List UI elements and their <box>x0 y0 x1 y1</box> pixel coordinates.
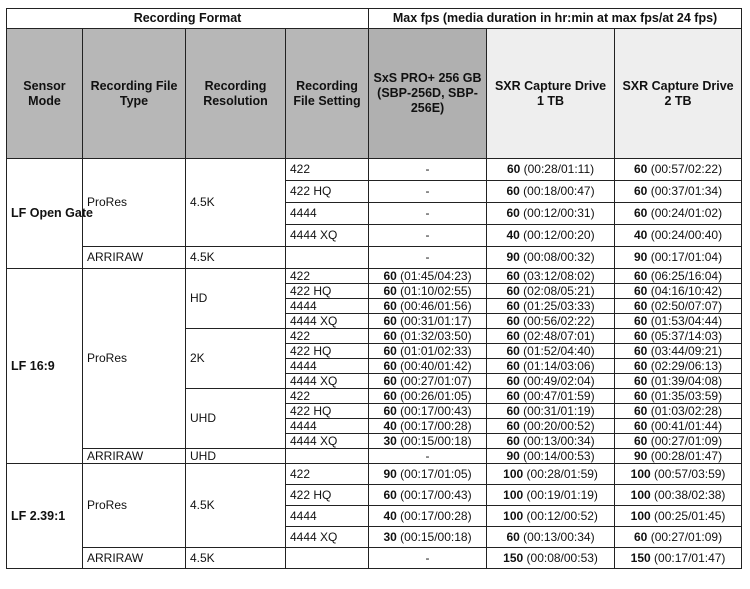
setting-cell <box>286 548 369 569</box>
sxs-cell <box>369 404 487 419</box>
sxr2-fps: 60 <box>634 388 648 403</box>
sxr2-cell <box>615 344 742 359</box>
sxr2-cell <box>615 225 742 247</box>
sxr1-cell <box>487 247 615 269</box>
sxr1-fps: 60 <box>506 268 520 283</box>
sxr1-duration: (00:19/01:19) <box>523 487 598 502</box>
sxs-cell <box>369 548 487 569</box>
sxr2-duration: (00:38/02:38) <box>650 487 726 502</box>
sxr2-cell <box>615 527 742 548</box>
sxr1-duration: (00:49/02:04) <box>519 373 595 388</box>
sxr1-duration: (01:14/03:06) <box>519 358 595 373</box>
sxr2-duration: (02:50/07:07) <box>647 298 723 313</box>
sxr1-fps: 60 <box>506 373 520 388</box>
sxs-fps: 30 <box>383 433 397 448</box>
resolution-cell: UHD <box>186 389 286 449</box>
sxr2-duration: (00:57/02:22) <box>647 162 723 176</box>
sxr2-fps: 60 <box>634 358 648 373</box>
setting-cell: 4444 <box>286 203 369 225</box>
col-sxr2: SXR Capture Drive 2 TB <box>615 29 742 159</box>
sxs-cell <box>369 464 487 485</box>
sxr2-cell <box>615 389 742 404</box>
sxr1-duration: (00:47/01:59) <box>519 388 595 403</box>
sxs-cell <box>369 359 487 374</box>
setting-cell: 4444 XQ <box>286 225 369 247</box>
sxr2-fps: 100 <box>630 487 651 502</box>
setting-cell <box>286 449 369 464</box>
sxs-duration: (00:17/00:43) <box>396 403 472 418</box>
sxr1-cell <box>487 314 615 329</box>
sxs-duration: (00:17/00:28) <box>396 508 472 523</box>
setting-cell: 4444 XQ <box>286 527 369 548</box>
file-type-cell: ProRes <box>83 159 186 247</box>
table-row <box>7 464 742 485</box>
sxr1-cell <box>487 404 615 419</box>
sxr2-cell <box>615 506 742 527</box>
sxr2-fps: 60 <box>634 184 648 198</box>
col-sxr1: SXR Capture Drive 1 TB <box>487 29 615 159</box>
sxs-cell <box>369 284 487 299</box>
sxs-cell <box>369 314 487 329</box>
resolution-cell: 4.5K <box>186 464 286 548</box>
sxr1-cell <box>487 464 615 485</box>
sxr1-duration: (00:08/00:53) <box>523 550 598 565</box>
sxs-duration: - <box>425 250 430 264</box>
sxr2-duration: (06:25/16:04) <box>647 268 723 283</box>
sxr2-fps: 60 <box>634 328 648 343</box>
sensor-mode-lf-2-39: LF 2.39:1 <box>7 464 83 569</box>
sxs-duration: (00:17/01:05) <box>396 466 472 481</box>
sxr1-cell <box>487 359 615 374</box>
sxr2-fps: 60 <box>634 268 648 283</box>
setting-cell: 4444 <box>286 299 369 314</box>
sxr1-duration: (02:08/05:21) <box>519 283 595 298</box>
sxr2-cell <box>615 329 742 344</box>
sxr2-fps: 150 <box>630 550 651 565</box>
col-file-setting: Recording File Setting <box>286 29 369 159</box>
sxr1-cell <box>487 548 615 569</box>
sxr1-fps: 100 <box>503 487 524 502</box>
sxr2-duration: (02:29/06:13) <box>647 358 723 373</box>
sxr2-duration: (00:57/03:59) <box>650 466 726 481</box>
sxs-fps: 30 <box>383 529 397 544</box>
setting-cell: 422 HQ <box>286 404 369 419</box>
table-row <box>7 159 742 181</box>
setting-cell: 4444 <box>286 506 369 527</box>
sxr2-duration: (05:37/14:03) <box>647 328 723 343</box>
sxr2-cell <box>615 434 742 449</box>
sxs-duration: (01:01/02:33) <box>396 343 472 358</box>
sxs-duration: - <box>425 228 430 242</box>
sxr2-fps: 40 <box>634 228 648 242</box>
sxs-cell <box>369 329 487 344</box>
sxs-fps: 60 <box>383 388 397 403</box>
sxs-duration: (01:32/03:50) <box>396 328 472 343</box>
sxs-cell <box>369 181 487 203</box>
sxr1-duration: (00:31/01:19) <box>519 403 595 418</box>
sxs-cell <box>369 449 487 464</box>
sxr1-fps: 40 <box>506 228 520 242</box>
sxr2-cell <box>615 159 742 181</box>
sxr2-cell <box>615 359 742 374</box>
setting-cell: 422 <box>286 464 369 485</box>
resolution-cell: 4.5K <box>186 548 286 569</box>
col-sensor-mode: Sensor Mode <box>7 29 83 159</box>
sxr2-duration: (00:25/01:45) <box>650 508 726 523</box>
sxr1-cell <box>487 159 615 181</box>
setting-cell: 422 HQ <box>286 181 369 203</box>
sxs-cell <box>369 485 487 506</box>
sxr1-fps: 90 <box>506 250 520 264</box>
sxr1-duration: (02:48/07:01) <box>519 328 595 343</box>
sxr2-cell <box>615 374 742 389</box>
sxr2-duration: (01:35/03:59) <box>647 388 723 403</box>
sxs-fps: 40 <box>383 508 397 523</box>
sxr2-fps: 100 <box>630 466 651 481</box>
sxs-duration: - <box>425 162 430 176</box>
sxr1-duration: (00:14/00:53) <box>519 448 595 463</box>
sxr1-cell <box>487 203 615 225</box>
sxs-fps: 60 <box>383 358 397 373</box>
sxr1-duration: (00:13/00:34) <box>519 529 595 544</box>
sxr1-duration: (00:12/00:20) <box>519 228 595 242</box>
sxr1-fps: 90 <box>506 448 520 463</box>
sxr1-fps: 60 <box>506 388 520 403</box>
sxs-duration: (01:10/02:55) <box>396 283 472 298</box>
sxs-cell <box>369 419 487 434</box>
setting-cell: 4444 XQ <box>286 374 369 389</box>
sxr2-duration: (00:24/01:02) <box>647 206 723 220</box>
setting-cell: 422 <box>286 159 369 181</box>
recording-format-table-wrapper <box>6 8 742 569</box>
setting-cell: 4444 <box>286 359 369 374</box>
group-header-row <box>7 9 742 29</box>
sxr1-cell <box>487 449 615 464</box>
setting-cell: 4444 XQ <box>286 314 369 329</box>
sxr2-fps: 60 <box>634 373 648 388</box>
sxs-fps: 60 <box>383 373 397 388</box>
sxr1-cell <box>487 329 615 344</box>
sxr2-cell <box>615 404 742 419</box>
sxr2-fps: 60 <box>634 206 648 220</box>
sxr2-fps: 60 <box>634 298 648 313</box>
sxs-fps: 60 <box>383 487 397 502</box>
sxr2-duration: (00:17/01:04) <box>647 250 723 264</box>
sensor-mode-lf-16-9: LF 16:9 <box>7 269 83 464</box>
sxs-fps: 60 <box>383 343 397 358</box>
sxs-cell <box>369 269 487 284</box>
column-header-row <box>7 29 742 159</box>
sxr2-cell <box>615 269 742 284</box>
setting-cell: 422 <box>286 329 369 344</box>
sxr1-cell <box>487 485 615 506</box>
sxr1-fps: 100 <box>503 466 524 481</box>
table-row <box>7 449 742 464</box>
sxr2-duration: (01:39/04:08) <box>647 373 723 388</box>
sxr1-cell <box>487 419 615 434</box>
sxr2-cell <box>615 548 742 569</box>
setting-cell <box>286 247 369 269</box>
sxs-fps: 40 <box>383 418 397 433</box>
sxr1-cell <box>487 269 615 284</box>
sxs-duration: (00:40/01:42) <box>396 358 472 373</box>
sxr1-fps: 60 <box>506 358 520 373</box>
sxr2-duration: (00:37/01:34) <box>647 184 723 198</box>
sxr2-duration: (03:44/09:21) <box>647 343 723 358</box>
sxr1-fps: 150 <box>503 550 524 565</box>
sxr2-duration: (00:24/00:40) <box>647 228 723 242</box>
sxs-duration: (00:15/00:18) <box>396 529 472 544</box>
setting-cell: 422 HQ <box>286 344 369 359</box>
group-recording-format: Recording Format <box>7 9 369 29</box>
sxr1-duration: (00:18/00:47) <box>519 184 595 198</box>
recording-format-table <box>6 8 742 569</box>
sxr1-fps: 60 <box>506 184 520 198</box>
sxs-cell <box>369 247 487 269</box>
sxr2-fps: 60 <box>634 283 648 298</box>
sxs-fps: 90 <box>383 466 397 481</box>
table-row <box>7 548 742 569</box>
sxr2-cell <box>615 247 742 269</box>
resolution-cell: 4.5K <box>186 247 286 269</box>
sxr2-duration: (04:16/10:42) <box>647 283 723 298</box>
sxr1-cell <box>487 527 615 548</box>
sensor-mode-lf-open-gate: LF Open Gate <box>7 159 83 269</box>
sxs-duration: (00:15/00:18) <box>396 433 472 448</box>
sxr2-cell <box>615 314 742 329</box>
sxr2-cell <box>615 203 742 225</box>
sxr2-fps: 60 <box>634 313 648 328</box>
sxs-duration: (00:26/01:05) <box>396 388 472 403</box>
file-type-cell: ARRIRAW <box>83 548 186 569</box>
sxr1-duration: (00:28/01:11) <box>520 162 595 176</box>
sxr1-duration: (00:08/00:32) <box>519 250 595 264</box>
sxr1-duration: (03:12/08:02) <box>519 268 595 283</box>
sxs-duration: - <box>425 550 430 565</box>
sxr2-duration: (00:28/01:47) <box>647 448 723 463</box>
resolution-cell: 4.5K <box>186 159 286 247</box>
sxr1-cell <box>487 389 615 404</box>
sxs-duration: (01:45/04:23) <box>396 268 472 283</box>
sxr1-fps: 60 <box>506 283 520 298</box>
sxr2-cell <box>615 419 742 434</box>
resolution-cell: UHD <box>186 449 286 464</box>
sxr1-fps: 60 <box>506 343 520 358</box>
sxr1-cell <box>487 299 615 314</box>
sxr2-duration: (01:53/04:44) <box>647 313 723 328</box>
sxs-cell <box>369 159 487 181</box>
table-row <box>7 247 742 269</box>
col-sxs: SxS PRO+ 256 GB (SBP-256D, SBP-256E) <box>369 29 487 159</box>
sxs-fps: 60 <box>383 283 397 298</box>
sxs-cell <box>369 374 487 389</box>
sxr2-fps: 60 <box>634 403 648 418</box>
sxr1-duration: (00:56/02:22) <box>519 313 595 328</box>
sxs-cell <box>369 527 487 548</box>
sxr2-cell <box>615 485 742 506</box>
sxs-cell <box>369 225 487 247</box>
setting-cell: 4444 XQ <box>286 434 369 449</box>
sxr2-fps: 60 <box>634 418 648 433</box>
sxr1-cell <box>487 284 615 299</box>
sxs-cell <box>369 203 487 225</box>
sxr1-fps: 100 <box>503 508 524 523</box>
sxr2-cell <box>615 284 742 299</box>
sxs-duration: (00:17/00:28) <box>396 418 472 433</box>
sxr1-cell <box>487 344 615 359</box>
col-file-type: Recording File Type <box>83 29 186 159</box>
sxr1-duration: (01:52/04:40) <box>519 343 595 358</box>
sxr1-cell <box>487 506 615 527</box>
sxr2-fps: 60 <box>634 343 648 358</box>
sxr1-fps: 60 <box>506 418 520 433</box>
sxr2-duration: (00:27/01:09) <box>647 433 723 448</box>
resolution-cell: HD <box>186 269 286 329</box>
sxr1-duration: (00:20/00:52) <box>519 418 595 433</box>
sxr2-fps: 100 <box>630 508 651 523</box>
setting-cell: 4444 <box>286 419 369 434</box>
sxs-fps: 60 <box>383 313 397 328</box>
file-type-cell: ARRIRAW <box>83 449 186 464</box>
sxs-duration: (00:17/00:43) <box>396 487 472 502</box>
sxr1-fps: 60 <box>506 328 520 343</box>
sxr1-cell <box>487 225 615 247</box>
resolution-cell: 2K <box>186 329 286 389</box>
sxr2-fps: 60 <box>634 529 648 544</box>
sxr1-cell <box>487 434 615 449</box>
sxr2-fps: 90 <box>634 250 648 264</box>
sxs-cell <box>369 299 487 314</box>
group-max-fps: Max fps (media duration in hr:min at max fps/at 24 fps) <box>369 9 742 29</box>
sxr2-fps: 60 <box>634 433 648 448</box>
sxr1-duration: (00:12/00:31) <box>519 206 595 220</box>
sxr2-fps: 60 <box>634 162 648 176</box>
sxr2-duration: (00:17/01:47) <box>650 550 726 565</box>
sxr2-fps: 90 <box>634 448 648 463</box>
sxr2-cell <box>615 299 742 314</box>
sxr2-duration: (01:03/02:28) <box>647 403 723 418</box>
sxs-fps: 60 <box>383 403 397 418</box>
sxs-fps: 60 <box>383 268 397 283</box>
sxs-duration: - <box>425 448 430 463</box>
sxr1-duration: (00:12/00:52) <box>523 508 598 523</box>
sxs-duration: (00:27/01:07) <box>396 373 472 388</box>
sxs-duration: (00:46/01:56) <box>396 298 472 313</box>
sxr2-cell <box>615 449 742 464</box>
sxr1-duration: (00:13/00:34) <box>519 433 595 448</box>
sxr2-cell <box>615 464 742 485</box>
sxr1-duration: (00:28/01:59) <box>523 466 598 481</box>
setting-cell: 422 <box>286 269 369 284</box>
sxr1-fps: 60 <box>506 162 521 176</box>
file-type-cell: ARRIRAW <box>83 247 186 269</box>
sxs-cell <box>369 389 487 404</box>
col-resolution: Recording Resolution <box>186 29 286 159</box>
sxr1-cell <box>487 181 615 203</box>
sxs-cell <box>369 506 487 527</box>
sxs-duration: - <box>425 206 430 220</box>
sxr1-fps: 60 <box>506 529 520 544</box>
sxs-duration: (00:31/01:17) <box>396 313 472 328</box>
sxr2-duration: (00:41/01:44) <box>647 418 723 433</box>
setting-cell: 422 <box>286 389 369 404</box>
sxs-duration: - <box>425 184 430 198</box>
sxr1-duration: (01:25/03:33) <box>519 298 595 313</box>
file-type-cell: ProRes <box>83 464 186 548</box>
sxr1-cell <box>487 374 615 389</box>
sxr1-fps: 60 <box>506 403 520 418</box>
sxr2-duration: (00:27/01:09) <box>647 529 723 544</box>
sxr1-fps: 60 <box>506 206 520 220</box>
file-type-cell: ProRes <box>83 269 186 449</box>
sxs-cell <box>369 344 487 359</box>
setting-cell: 422 HQ <box>286 485 369 506</box>
sxr1-fps: 60 <box>506 298 520 313</box>
sxr2-cell <box>615 181 742 203</box>
sxr1-fps: 60 <box>506 433 520 448</box>
sxs-cell <box>369 434 487 449</box>
sxs-fps: 60 <box>383 328 397 343</box>
setting-cell: 422 HQ <box>286 284 369 299</box>
table-row <box>7 269 742 284</box>
sxr1-fps: 60 <box>506 313 520 328</box>
sxs-fps: 60 <box>383 298 397 313</box>
